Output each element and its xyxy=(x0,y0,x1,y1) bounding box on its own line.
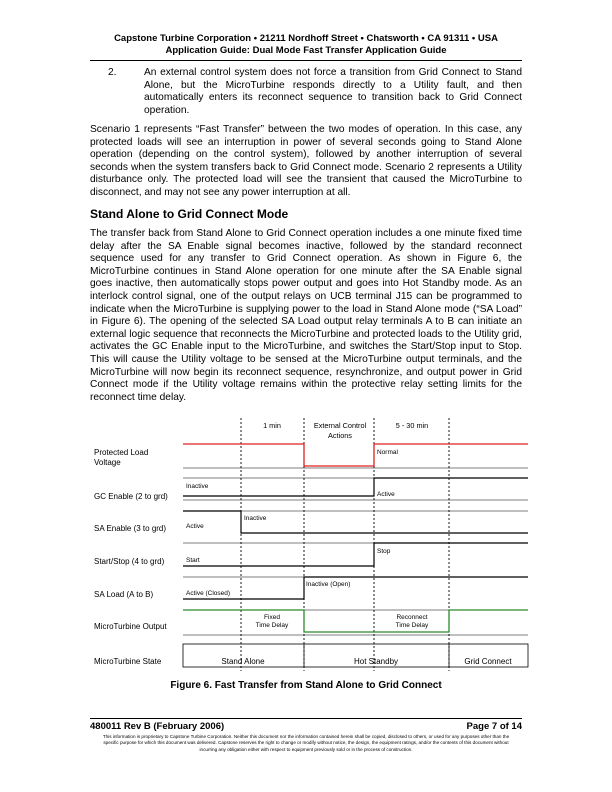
label-reconnect-delay: Time Delay xyxy=(395,622,429,629)
row-label-start-stop: Start/Stop (4 to grd) xyxy=(94,557,165,566)
page-number: Page 7 of 14 xyxy=(466,721,522,732)
header-rule xyxy=(90,60,522,61)
label-stop: Stop xyxy=(377,548,391,555)
col-label-external-control: External Control xyxy=(313,421,367,430)
footer-rule xyxy=(90,718,522,719)
label-sa-inactive: Inactive xyxy=(244,515,267,522)
document-id: 480011 Rev B (February 2006) xyxy=(90,721,225,732)
label-gc-active: Active xyxy=(377,491,395,498)
voltage-trace xyxy=(183,444,528,466)
col-label-actions: Actions xyxy=(328,431,352,440)
sa-load-trace xyxy=(183,577,528,599)
label-normal: Normal xyxy=(377,449,398,456)
page-header xyxy=(60,33,552,57)
row-label-sa-enable: SA Enable (3 to grd) xyxy=(94,524,167,533)
timing-diagram-svg xyxy=(90,416,530,671)
col-label-five-thirty: 5 - 30 min xyxy=(395,421,429,430)
proprietary-notice: This information is proprietary to Capstone Turbine Corporation. Neither this document nor the information contained herein shall be copied, disclosed to others, or used for any purposes other than the specific purpose for which this document was delivered. Capstone reserves the right to change or modify without notice, the design, the equipment ratings, and/or the contents of this document without incurring any obligation either with respect to equipment previously sold or in the process of construction. xyxy=(102,734,510,752)
row-label-protected-load: Protected Load xyxy=(94,448,149,457)
sa-enable-trace xyxy=(183,511,528,533)
label-start: Start xyxy=(186,557,200,564)
label-sa-active: Active xyxy=(186,523,204,530)
company-address: Capstone Turbine Corporation • 21211 Nordhoff Street • Chatsworth • CA 91311 • USA xyxy=(114,33,498,44)
state-stand-alone: Stand Alone xyxy=(221,657,265,666)
state-hot-standby: Hot Standby xyxy=(353,657,399,666)
row-label-mt-state: MicroTurbine State xyxy=(94,657,162,666)
column-dividers xyxy=(241,418,449,671)
section-heading: Stand Alone to Grid Connect Mode xyxy=(90,207,289,221)
label-fixed-delay: Time Delay xyxy=(255,622,289,629)
col-label-one-min: 1 min xyxy=(263,421,281,430)
row-label-voltage: Voltage xyxy=(94,458,121,467)
guide-title: Application Guide: Dual Mode Fast Transfer Application Guide xyxy=(165,45,447,56)
label-reconnect: Reconnect xyxy=(396,614,428,621)
list-item-number: 2. xyxy=(108,67,117,78)
label-load-inactive: Inactive (Open) xyxy=(306,581,351,588)
start-stop-trace xyxy=(183,543,528,566)
gc-enable-trace xyxy=(183,478,528,496)
figure-caption: Figure 6. Fast Transfer from Stand Alone to Grid Connect xyxy=(170,680,442,691)
row-label-sa-load: SA Load (A to B) xyxy=(94,590,154,599)
output-trace xyxy=(183,610,528,632)
label-gc-inactive: Inactive xyxy=(186,483,209,490)
label-load-active: Active (Closed) xyxy=(186,590,231,597)
row-label-gc-enable: GC Enable (2 to grd) xyxy=(94,492,168,501)
label-fixed: Fixed xyxy=(264,614,280,621)
state-grid-connect: Grid Connect xyxy=(464,657,512,666)
paragraph-transfer: The transfer back from Stand Alone to Grid Connect operation includes a one minute fixed time delay after the SA Enable signal becomes inactive, followed by the standard reconnect sequence used for any transfer to Grid Connect operation. As shown in Figure 6, the MicroTurbine continues in Stand Alone operation for one minute after the SA Enable signal goes inactive, then automatically stops power output and goes into Hot Standby mode. As an interlock control signal, one of the output relays on UCB terminal J15 can be programmed to indicate when the MicroTurbine is supplying power to the load in Stand Alone mode (“SA Load” in Figure 6). The opening of the selected SA Load output relay terminals A to B can initiate an external logic sequence that reconnects the MicroTurbine and protected loads to the Utility grid, activates the GC Enable input to the MicroTurbine, and switches the Start/Stop input to Stop. This will cause the Utility voltage to be sensed at the MicroTurbine output terminals, and the MicroTurbine will now begin its reconnect sequence, resynchronize, and output power in Grid Connect mode if the Utility voltage remains within the protective relay setting limits for the reconnect time delay. xyxy=(90,228,522,403)
timing-diagram xyxy=(90,416,530,671)
list-item-text: An external control system does not force a transition from Grid Connect to Stand Alone, but the MicroTurbine responds directly to a Utility fault, and then automatically enters its reconnect sequence to transition back to Grid Connect operation. xyxy=(144,67,522,116)
paragraph-scenarios: Scenario 1 represents “Fast Transfer” between the two modes of operation. In this case, any protected loads will see an interruption in power of several seconds going to Stand Alone operation (depending on the control system), followed by another interruption of several seconds when the system transfers back to Grid Connect mode. Scenario 2 represents a Utility disturbance only. The protected load will see the transient that caused the MicroTurbine to disconnect, and may not see any power interruption at all. xyxy=(90,124,522,198)
row-label-mt-output: MicroTurbine Output xyxy=(94,622,167,631)
